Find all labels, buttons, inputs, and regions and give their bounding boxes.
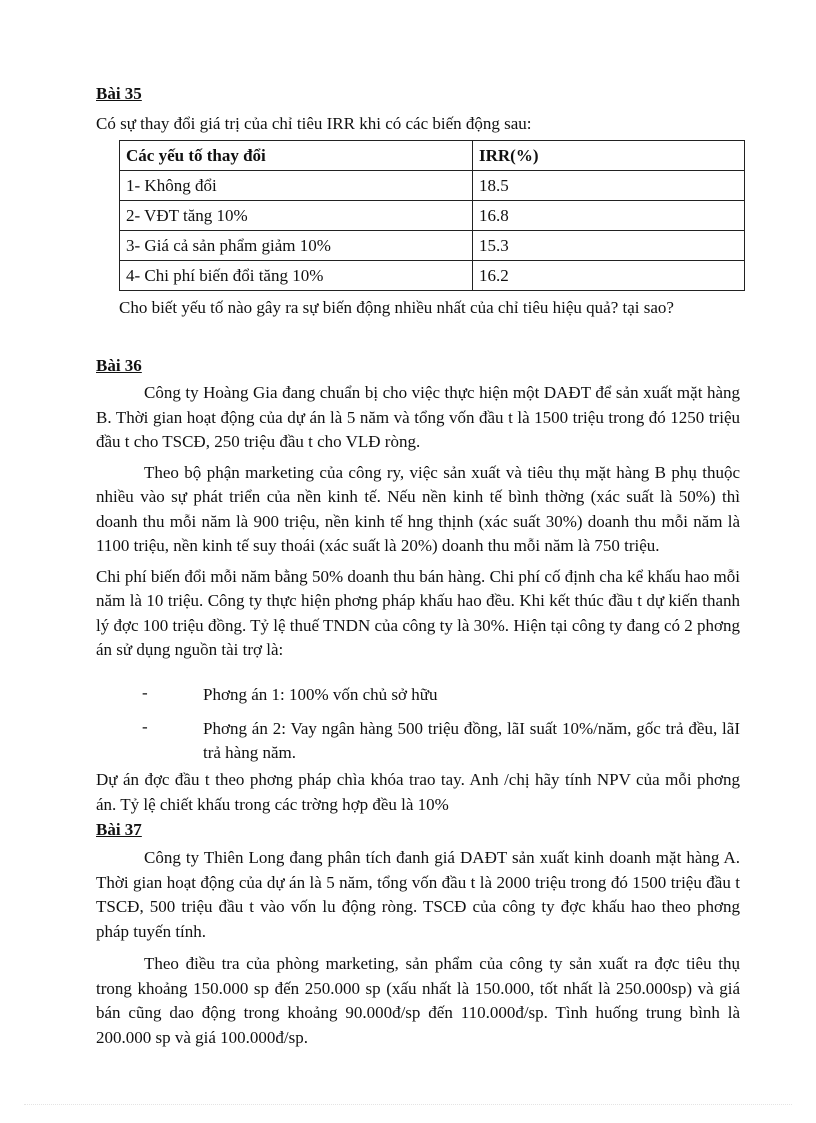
table-row (120, 231, 745, 261)
table-row (120, 261, 745, 291)
bai36-body (96, 381, 740, 663)
bai36-paragraph-3: Chi phí biến đổi mỗi năm bằng 50% doanh thu bán hàng. Chi phí cố định cha kể khấu hao mỗi năm là 10 triệu. Công ty thực hiện phơng pháp khấu hao đều. Khi kết thúc đầu t dự kiến thanh lý đợc 100 triệu đồng. Tỷ lệ thuế TNDN của công ty là 30%. Hiện tại công ty đang có 2 phơng án sử dụng nguồn tài trợ là: (96, 566, 740, 659)
bai37-paragraph-2: Theo điều tra của phòng marketing, sản phẩm của công ty sản xuất ra đợc tiêu thụ trong khoảng 150.000 sp đến 250.000 sp (xấu nhất là 150.000, tốt nhất là 250.000sp) và giá bán cũng dao động trong khoảng 90.000đ/sp đến 110.000đ/sp. Tình huống trung bình là 200.000 sp và giá 100.000đ/sp. (96, 954, 740, 1047)
irr-table (119, 140, 745, 291)
bullet-dash: - (142, 717, 148, 736)
bai35-question: Cho biết yếu tố nào gây ra sự biến động nhiều nhất của chỉ tiêu hiệu quả? tại sao? (119, 298, 674, 317)
bai36-paragraph-1: Công ty Hoàng Gia đang chuẩn bị cho việc thực hiện một DAĐT để sản xuất mặt hàng B. Thời gian hoạt động của dự án là 5 năm và tổng vốn đầu t là 1500 triệu trong đó 1250 triệu đầu t cho TSCĐ, 250 triệu đầu t cho VLĐ ròng. (96, 383, 740, 451)
table-header-factor: Các yếu tố thay đổi (120, 141, 473, 171)
bai37-title: Bài 37 (96, 820, 142, 839)
bai36-paragraph-4: Dự án đợc đầu t theo phơng pháp chìa khóa trao tay. Anh /chị hãy tính NPV của mỗi phơng án. Tỷ lệ chiết khấu trong các trờng hợp đều là 10% (96, 770, 740, 814)
bai37-body (96, 846, 740, 1050)
table-cell-irr: 18.5 (473, 171, 745, 201)
bai36-option-1: Phơng án 1: 100% vốn chủ sở hữu (203, 685, 438, 704)
bai36-option-2: Phơng án 2: Vay ngân hàng 500 triệu đồng, lãI suất 10%/năm, gốc trả đều, lãI trả hàng năm. (203, 719, 740, 762)
table-cell-factor: 4- Chi phí biến đổi tăng 10% (120, 261, 473, 291)
table-cell-irr: 15.3 (473, 231, 745, 261)
table-cell-irr: 16.8 (473, 201, 745, 231)
table-cell-factor: 3- Giá cả sản phẩm giảm 10% (120, 231, 473, 261)
bai35-intro: Có sự thay đổi giá trị của chỉ tiêu IRR khi có các biến động sau: (96, 114, 532, 133)
bai35-title: Bài 35 (96, 84, 142, 103)
table-cell-factor: 1- Không đổi (120, 171, 473, 201)
bai36-title: Bài 36 (96, 356, 142, 375)
table-header-irr: IRR(%) (473, 141, 745, 171)
table-row (120, 171, 745, 201)
table-cell-factor: 2- VĐT tăng 10% (120, 201, 473, 231)
table-cell-irr: 16.2 (473, 261, 745, 291)
bullet-dash: - (142, 683, 148, 702)
page-footer-rule (24, 1104, 792, 1105)
table-header-row (120, 141, 745, 171)
bai37-paragraph-1: Công ty Thiên Long đang phân tích đanh giá DAĐT sản xuất kinh doanh mặt hàng A. Thời gian hoạt động của dự án là 5 năm, tổng vốn đầu t là 2000 triệu trong đó 1500 triệu đầu t TSCĐ, 500 triệu đầu t vào vốn lu động ròng. TSCĐ của công ty đợc khấu hao theo phơng pháp tuyến tính. (96, 848, 740, 941)
table-row (120, 201, 745, 231)
bai36-conclusion (96, 768, 740, 817)
bai36-paragraph-2: Theo bộ phận marketing của công ry, việc sản xuất và tiêu thụ mặt hàng B phụ thuộc nhiều vào sự phát triển của nền kinh tế. Nếu nền kinh tế bình thờng (xác suất là 50%) thì doanh thu mỗi năm là 900 triệu, nền kinh tế hng thịnh (xác suất 30%) doanh thu mỗi năm là 1100 triệu, nền kinh tế suy thoái (xác suất là 20%) doanh thu mỗi năm là 750 triệu. (96, 462, 740, 555)
